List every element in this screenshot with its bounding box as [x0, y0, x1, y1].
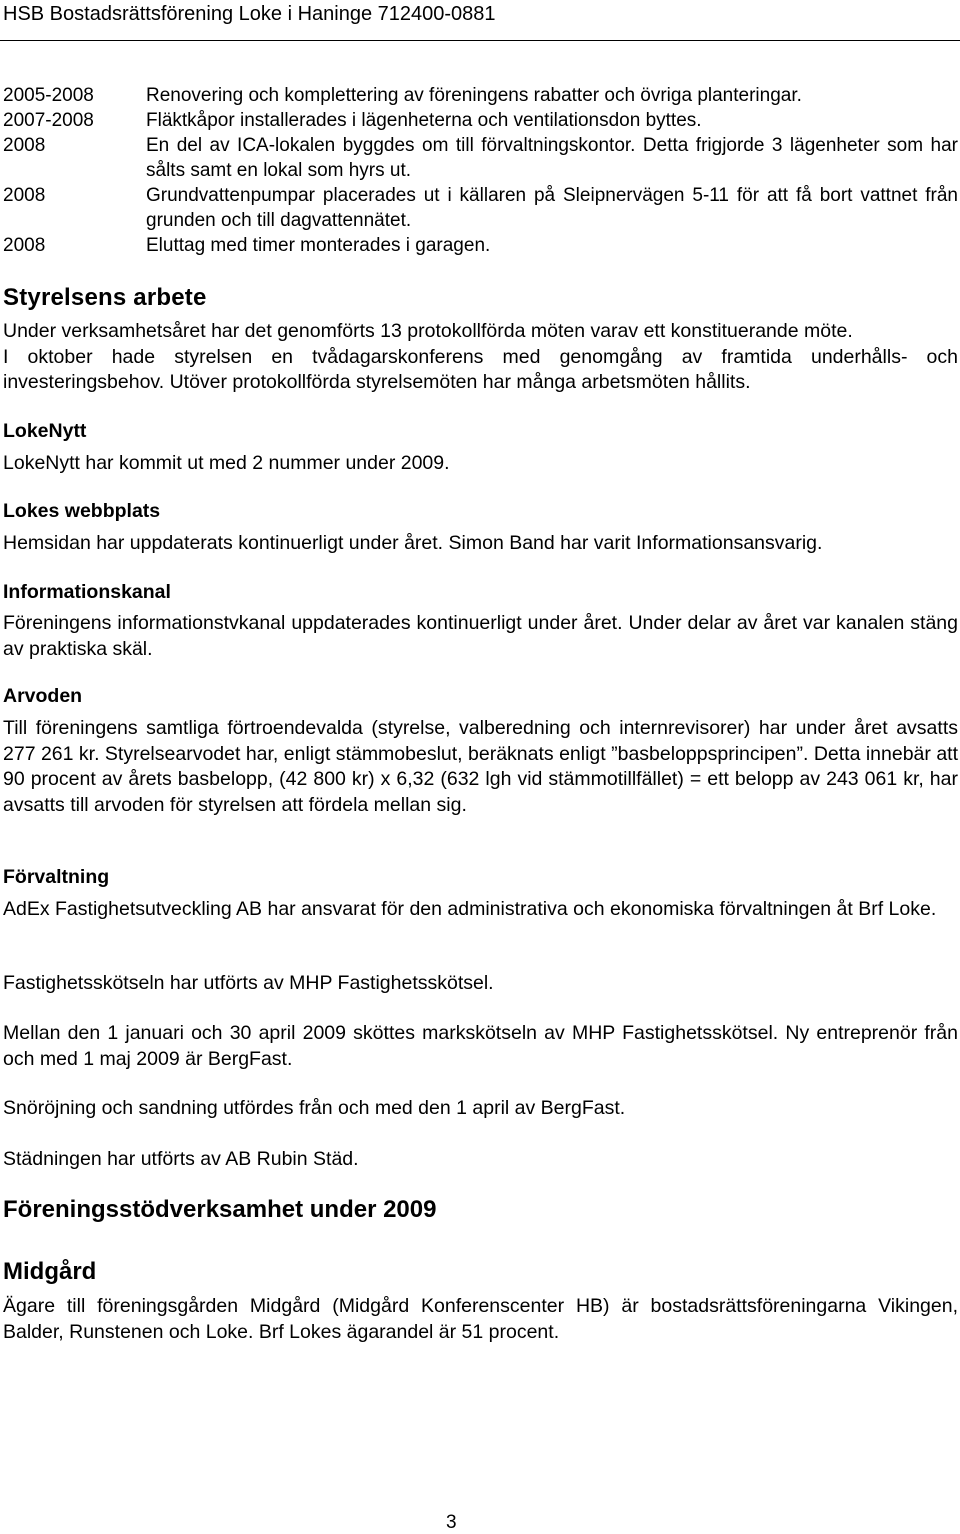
history-item: [3, 233, 958, 258]
history-text: Fläktkåpor installerades i lägenheterna och ventilationsdon byttes.: [146, 110, 702, 131]
styrelsens-arbete-body: [3, 319, 958, 396]
history-year: 2007-2008: [3, 110, 94, 131]
section-heading-foreningsstod: Föreningsstödverksamhet under 2009: [3, 1196, 437, 1223]
styrelsens-arbete-paragraph: I oktober hade styrelsen en tvådagarskonferens med genomgång av framtida underhålls- och investeringsbehov. Utöver protokollförda styrelsemöten har många arbetsmöten hållits.: [3, 345, 958, 394]
history-year: 2008: [3, 185, 46, 206]
history-item: [3, 133, 958, 183]
page-number: 3: [446, 1512, 457, 1533]
history-year: 2008: [3, 135, 46, 156]
section-heading-midgard: Midgård: [3, 1258, 97, 1285]
section-heading-informationskanal: Informationskanal: [3, 581, 171, 603]
forvaltning-paragraph: Städningen har utförts av AB Rubin Städ.: [3, 1148, 359, 1170]
section-heading-webbplats: Lokes webbplats: [3, 500, 161, 522]
section-heading-styrelsens-arbete: Styrelsens arbete: [3, 284, 207, 311]
history-item: [3, 183, 958, 233]
history-item: [3, 83, 958, 108]
history-item: [3, 108, 958, 133]
section-heading-arvoden: Arvoden: [3, 685, 83, 707]
history-year: 2005-2008: [3, 85, 94, 106]
section-heading-lokenytt: LokeNytt: [3, 420, 87, 442]
history-text: Renovering och komplettering av föreningens rabatter och övriga planteringar.: [146, 85, 802, 106]
section-heading-forvaltning: Förvaltning: [3, 866, 110, 888]
informationskanal-body: Föreningens informationstvkanal uppdaterades kontinuerligt under året. Under delar av året var kanalen stäng av praktiska skäl.: [3, 612, 958, 660]
history-list: [3, 83, 958, 258]
lokenytt-body: LokeNytt har kommit ut med 2 nummer under 2009.: [3, 452, 450, 474]
arvoden-body: Till föreningens samtliga förtroendevalda (styrelse, valberedning och internrevisorer) har under året avsatts 277 261 kr. Styrelsearvodet har, enligt stämmobeslut, beräknats enligt ”basbeloppsprincipen”. Detta innebär att 90 procent av årets basbelopp, (42 800 kr) x 6,32 (632 lgh vid stämmotillfället) = ett belopp av 243 061 kr, har avsatts till arvoden för styrelsen att fördela mellan sig.: [3, 717, 958, 817]
history-text: Eluttag med timer monterades i garagen.: [146, 235, 491, 256]
styrelsens-arbete-paragraph: Under verksamhetsåret har det genomförts 13 protokollförda möten varav ett konstituerande möte.: [3, 320, 853, 342]
midgard-body: Ägare till föreningsgården Midgård (Midgård Konferenscenter HB) är bostadsrättsföreningarna Vikingen, Balder, Runstenen och Loke. Brf Lokes ägarandel är 51 procent.: [3, 1295, 958, 1343]
forvaltning-paragraph: AdEx Fastighetsutveckling AB har ansvarat för den administrativa och ekonomiska förvaltningen åt Brf Loke.: [3, 898, 937, 920]
history-text: En del av ICA-lokalen byggdes om till förvaltningskontor. Detta frigjorde 3 lägenheter som har sålts samt en lokal som hyrs ut.: [146, 135, 958, 181]
webbplats-body: Hemsidan har uppdaterats kontinuerligt under året. Simon Band har varit Informationsansvarig.: [3, 532, 823, 554]
header-divider: [0, 40, 960, 41]
forvaltning-paragraph: Snöröjning och sandning utfördes från och med den 1 april av BergFast.: [3, 1097, 626, 1119]
forvaltning-paragraph: Mellan den 1 januari och 30 april 2009 sköttes markskötseln av MHP Fastighetsskötsel. Ny entreprenör från och med 1 maj 2009 är BergFast.: [3, 1022, 958, 1070]
history-text: Grundvattenpumpar placerades ut i källaren på Sleipnervägen 5-11 för att få bort vattnet från grunden och till dagvattennätet.: [146, 185, 958, 231]
history-year: 2008: [3, 235, 46, 256]
page-header-title: HSB Bostadsrättsförening Loke i Haninge 712400-0881: [3, 3, 496, 25]
forvaltning-paragraph: Fastighetsskötseln har utförts av MHP Fastighetsskötsel.: [3, 972, 494, 994]
